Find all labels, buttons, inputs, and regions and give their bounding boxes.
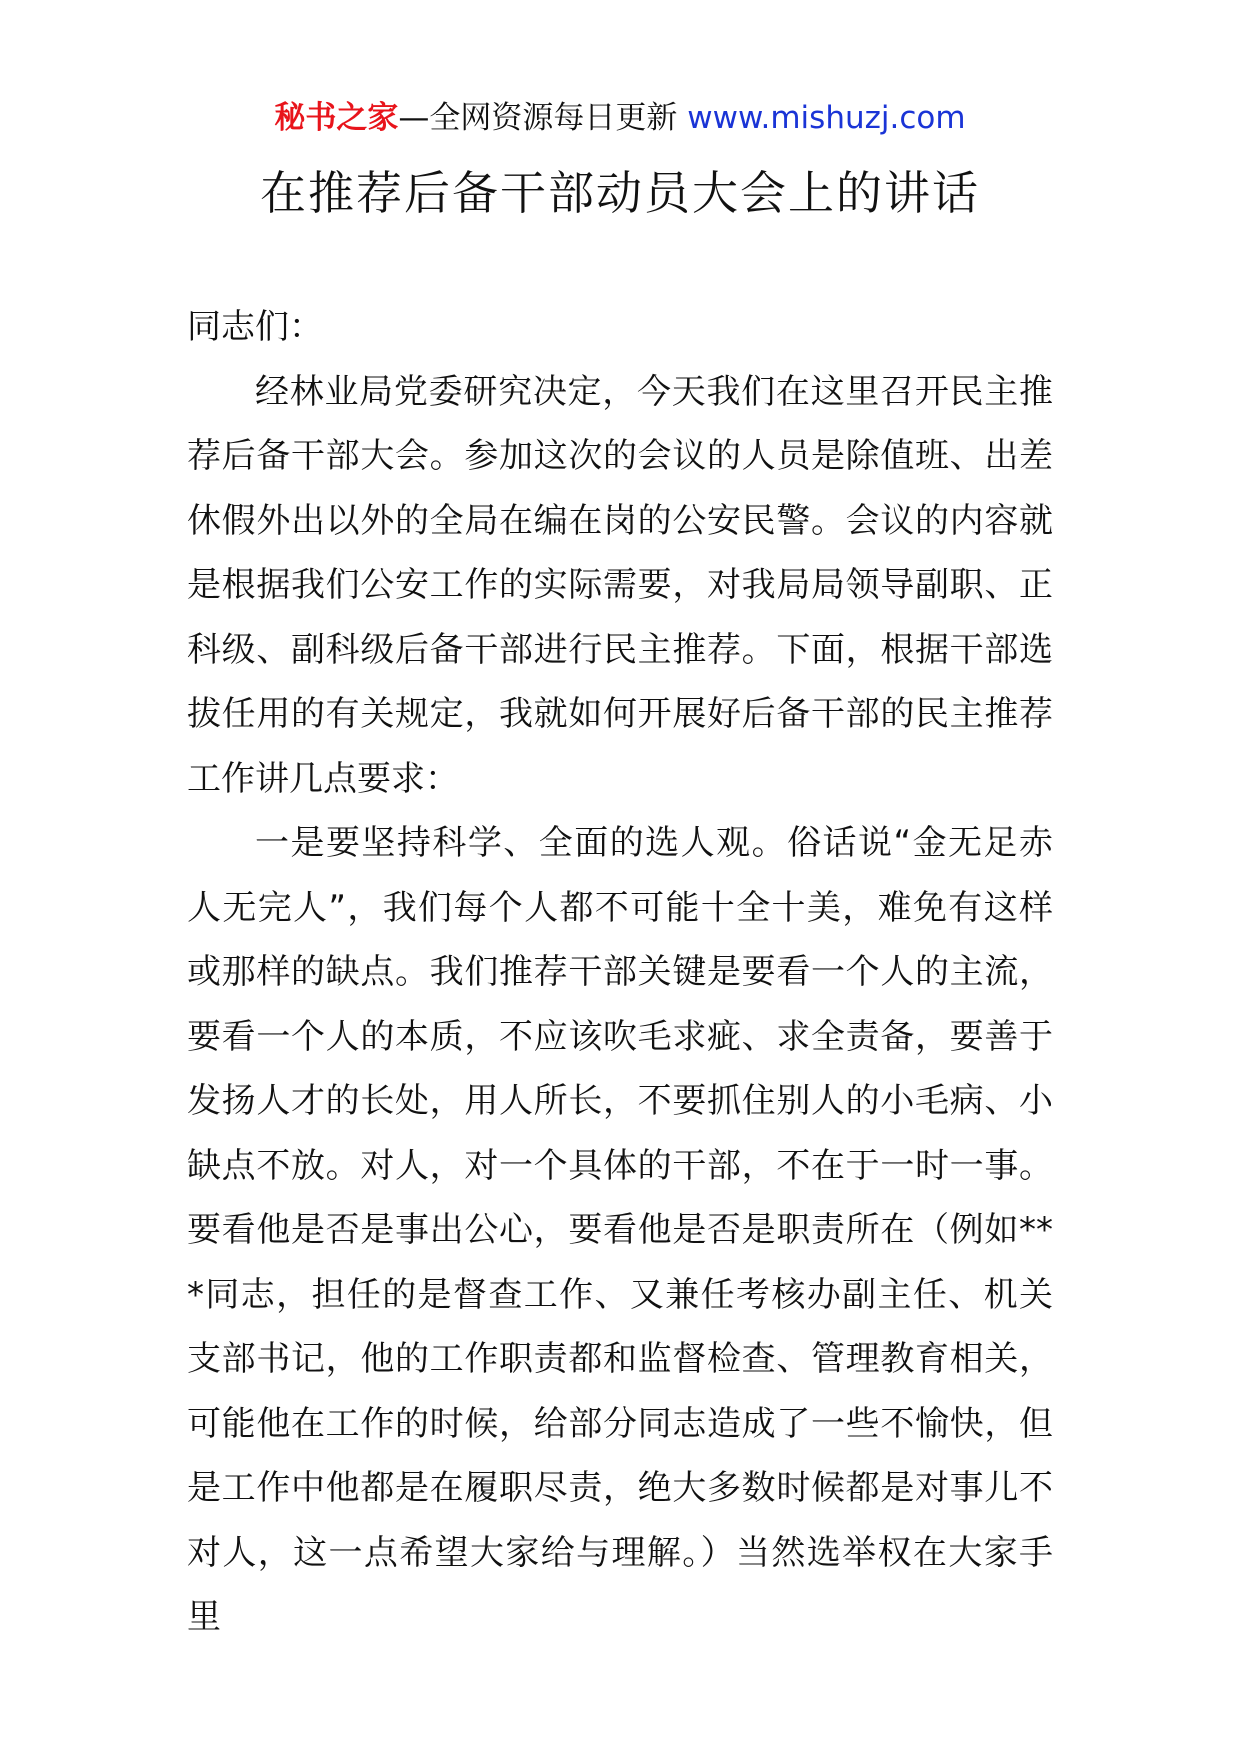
site-url-link[interactable]: www.mishuzj.com: [687, 100, 966, 136]
paragraph-intro: 经林业局党委研究决定，今天我们在这里召开民主推荐后备干部大会。参加这次的会议的人员是除值班、出差休假外出以外的全局在编在岗的公安民警。会议的内容就是根据我们公安工作的实际需要，对我局局领导副职、正科级、副科级后备干部进行民主推荐。下面，根据干部选拔任用的有关规定，我就如何开展好后备干部的民主推荐工作讲几点要求：: [187, 371, 1053, 799]
site-header: [0, 98, 1240, 138]
paragraph-point-one: 一是要坚持科学、全面的选人观。俗话说“金无足赤人无完人”，我们每个人都不可能十全十美，难免有这样或那样的缺点。我们推荐干部关键是要看一个人的主流，要看一个人的本质，不应该吹毛求疵、求全责备，要善于发扬人才的长处，用人所长，不要抓住别人的小毛病、小缺点不放。对人，对一个具体的干部，不在于一时一事。要看他是否是事出公心，要看他是否是职责所在（例如***同志，担任的是督查工作、又兼任考核办副主任、机关支部书记，他的工作职责都和监督检查、管理教育相关，可能他在工作的时候，给部分同志造成了一些不愉快，但是工作中他都是在履职尽责，绝大多数时候都是对事儿不对人，这一点希望大家给与理解。）当然选举权在大家手里: [187, 823, 1053, 1637]
brand-name: 秘书之家: [274, 100, 399, 136]
document-title: 在推荐后备干部动员大会上的讲话: [260, 166, 980, 220]
document-body: [187, 295, 1053, 1650]
header-tagline: —全网资源每日更新: [398, 100, 688, 136]
salutation: 同志们：: [187, 307, 323, 347]
